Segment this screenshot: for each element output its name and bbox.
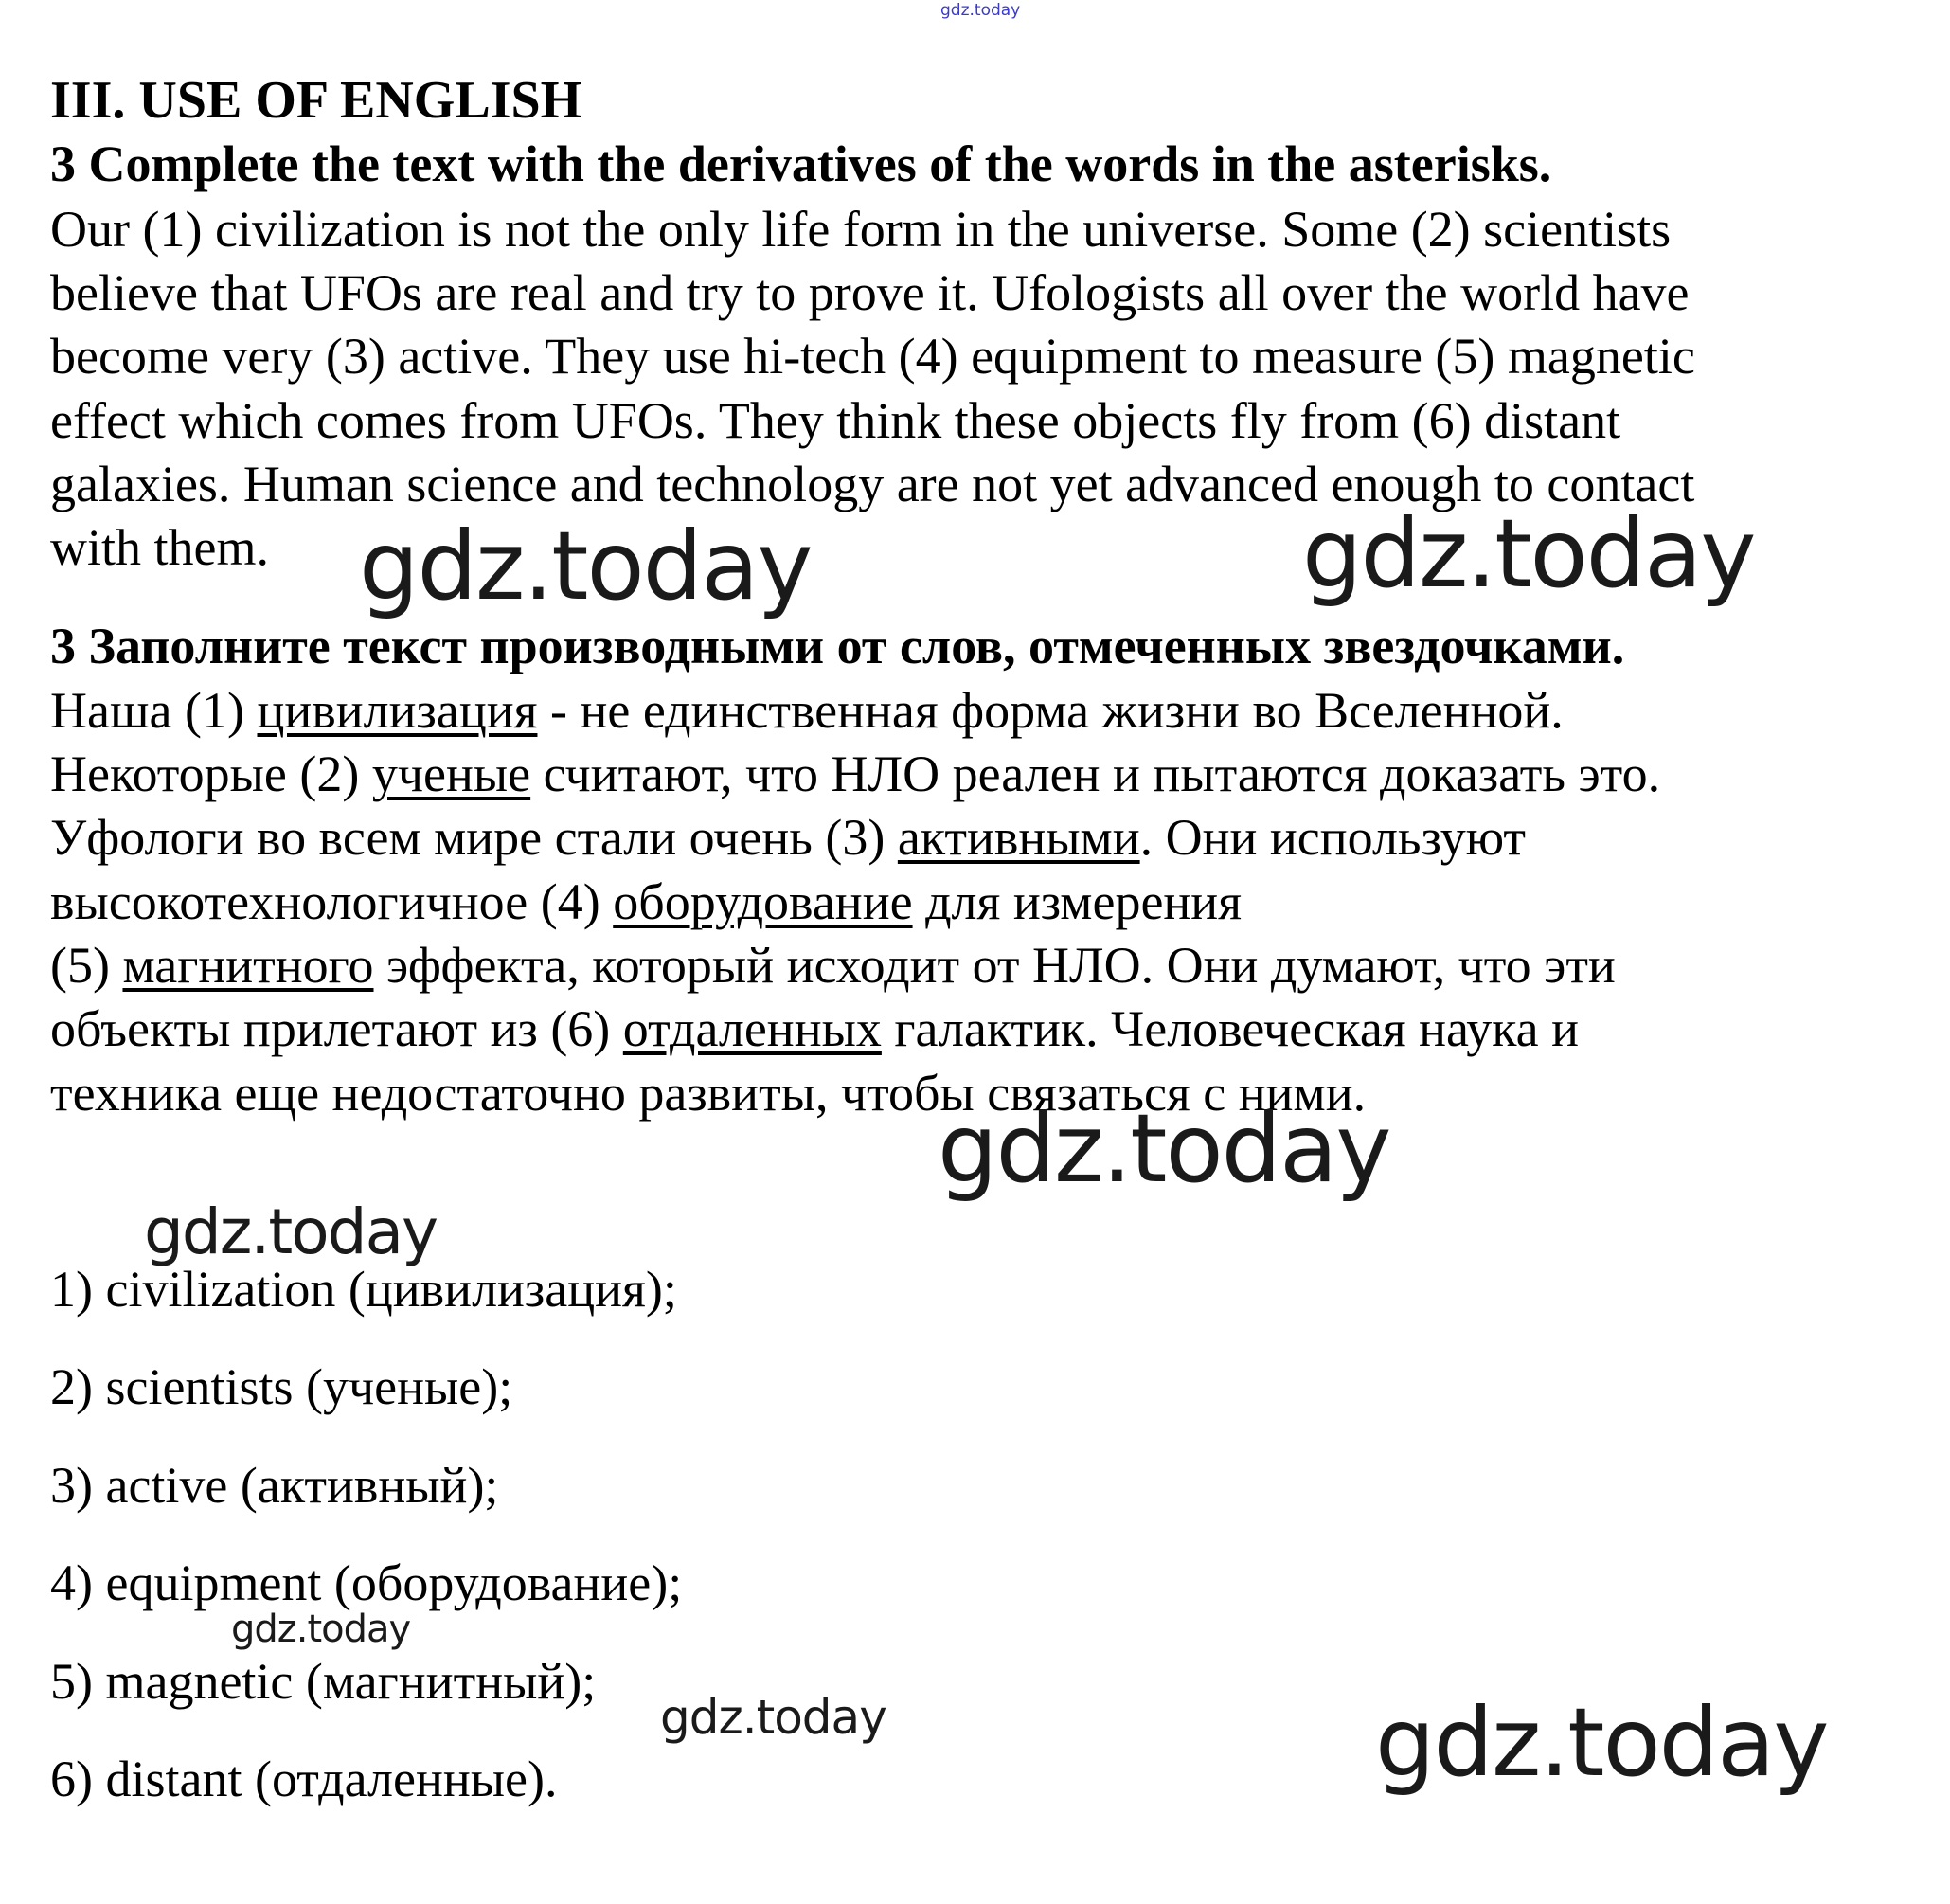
text-ru-line	[50, 1000, 1579, 1057]
text: для измерения	[912, 873, 1243, 930]
watermark: gdz.today	[938, 1093, 1390, 1204]
answer-word: активными	[897, 809, 1140, 866]
text-en-line: galaxies. Human science and technology are not yet advanced enough to contact	[50, 456, 1695, 512]
section-title: III. USE OF ENGLISH	[50, 71, 582, 130]
text: Некоторые (2)	[50, 745, 372, 802]
answer-word: оборудование	[613, 873, 913, 930]
text: Уфологи во всем мире стали очень (3)	[50, 809, 898, 866]
answer-word: ученые	[371, 745, 531, 802]
watermark: gdz.today	[660, 1690, 886, 1745]
text: объекты прилетают из (6)	[50, 1000, 623, 1057]
task-heading-en: 3 Complete the text with the derivatives of the words in the asterisks.	[50, 135, 1552, 192]
watermark: gdz.today	[359, 511, 812, 621]
text-ru-line	[50, 682, 1564, 739]
text-en-line: Our (1) civilization is not the only life form in the universe. Some (2) scientists	[50, 201, 1672, 258]
watermark-top[interactable]: gdz.today	[940, 1, 1021, 20]
watermark: gdz.today	[144, 1195, 438, 1268]
answer-item: 4) equipment (оборудование);	[50, 1554, 683, 1611]
text-ru-line: техника еще недостаточно развиты, чтобы связаться с ними.	[50, 1065, 1367, 1122]
answer-item: 3) active (активный);	[50, 1457, 499, 1514]
answer-word: цивилизация	[257, 682, 538, 739]
text: . Они используют	[1139, 809, 1526, 866]
text-en-line: effect which comes from UFOs. They think these objects fly from (6) distant	[50, 392, 1621, 449]
text-ru-line	[50, 873, 1242, 930]
answer-word: отдаленных	[622, 1000, 882, 1057]
text: эффекта, который исходит от НЛО. Они думают, что эти	[373, 937, 1616, 994]
watermark: gdz.today	[231, 1608, 411, 1651]
task-heading-ru: 3 Заполните текст производными от слов, отмеченных звездочками.	[50, 618, 1625, 674]
text: высокотехнологичное (4)	[50, 873, 614, 930]
answer-item: 5) magnetic (магнитный);	[50, 1653, 597, 1710]
text-en-line: with them.	[50, 519, 269, 576]
answer-item: 1) civilization (цивилизация);	[50, 1261, 677, 1318]
text-en-line: believe that UFOs are real and try to prove it. Ufologists all over the world have	[50, 264, 1690, 321]
text-ru-line	[50, 937, 1616, 994]
text: - не единственная форма жизни во Вселенной.	[537, 682, 1564, 739]
text-ru-line	[50, 745, 1660, 802]
answer-item: 6) distant (отдаленные).	[50, 1751, 558, 1807]
text-en-line: become very (3) active. They use hi-tech (4) equipment to measure (5) magnetic	[50, 328, 1695, 385]
text-ru-line	[50, 809, 1526, 866]
watermark: gdz.today	[1302, 498, 1755, 609]
answer-word: магнитного	[122, 937, 374, 994]
text: Наша (1)	[50, 682, 258, 739]
text: галактик. Человеческая наука и	[881, 1000, 1580, 1057]
watermark: gdz.today	[1375, 1687, 1828, 1798]
text: считают, что НЛО реален и пытаются доказать это.	[530, 745, 1661, 802]
answer-item: 2) scientists (ученые);	[50, 1358, 513, 1415]
text: (5)	[50, 937, 123, 994]
